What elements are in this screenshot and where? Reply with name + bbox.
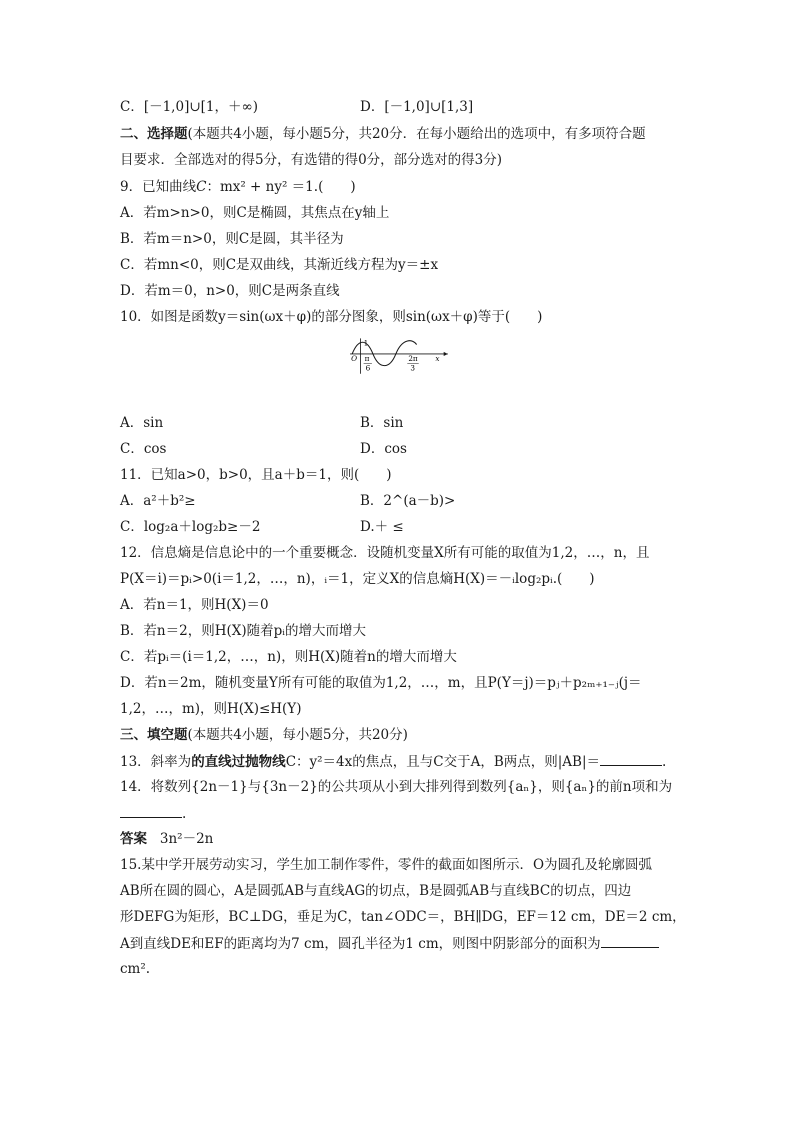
tick-2pi-3-num: 2π: [408, 354, 418, 364]
q9-stem: [120, 177, 356, 197]
q11-option-d: D.＋ ≤: [360, 519, 404, 535]
q15-stem-line-5: cm².: [120, 961, 151, 977]
sine-curve: [352, 338, 416, 366]
q13-text-b: 的直线过抛物线: [191, 754, 286, 770]
q12-stem-line-2: P(X＝i)＝pᵢ>0(i＝1,2，…，n)，ᵢ＝1，定义X的信息熵H(X)＝－ᵢlog₂pᵢ.( ): [120, 571, 595, 587]
tick-2pi-3-den: 3: [410, 363, 416, 373]
q9-option-d: D．若m＝0，n>0，则C是两条直线: [120, 283, 340, 299]
q9-equation: mx² + ny² ＝1.( ): [219, 179, 356, 195]
q8-option-d: D．[－1,0]∪[1,3]: [360, 99, 474, 115]
section-2-title: 二、选择题: [120, 126, 188, 142]
q14-period: .: [182, 806, 187, 822]
tick-pi-6-num: π: [364, 354, 370, 364]
section-3-desc: (本题共4小题，每小题5分，共20分): [187, 727, 408, 743]
q15-line-4-text: A到直线DE和EF的距离均为7 cm，圆孔半径为1 cm，则图中阴影部分的面积为: [120, 936, 601, 952]
q8-option-c: C．[－1,0]∪[1，＋∞): [120, 99, 259, 115]
section-2-desc-cont: 目要求．全部选对的得5分，有选错的得0分，部分选对的得3分): [120, 152, 503, 168]
q11-option-a: A．a²＋b²≥: [120, 493, 196, 509]
origin-label: O: [351, 354, 358, 364]
q10-option-d: D．cos: [360, 441, 407, 457]
q14-stem-line-1: 14．将数列{2n－1}与{3n－2}的公共项从小到大排列得到数列{aₙ}，则{aₙ}的前n项和为: [120, 779, 673, 795]
q11-option-c: C．log₂a＋log₂b≥－2: [120, 519, 261, 535]
y-tick-1: 1: [363, 338, 369, 348]
tick-pi-6-den: 6: [365, 363, 371, 373]
q15-stem-line-3: 形DEFG为矩形，BC⊥DG，垂足为C，tan∠ODC＝，BH∥DG，EF＝12 cm，DE＝2 cm，: [120, 909, 686, 925]
q14-stem-line-2: [120, 803, 186, 824]
q13-period: .: [662, 754, 667, 770]
q11-stem: 11．已知a>0，b>0，且a＋b＝1，则( ): [120, 467, 392, 483]
q9-option-b: B．若m＝n>0，则C是圆，其半径为: [120, 231, 344, 247]
q12-option-d-line-2: 1,2，…，m)，则H(X)≤H(Y): [120, 701, 302, 717]
q15-stem-line-4: [120, 933, 659, 954]
sine-graph-figure: [348, 336, 452, 374]
q9-colon: ：: [206, 179, 220, 195]
section-3-title: 三、填空题: [120, 727, 188, 743]
q11-option-b: B．2^(a－b)>: [360, 493, 456, 509]
q12-stem-line-1: 12．信息熵是信息论中的一个重要概念．设随机变量X所有可能的取值为1,2，…，n，且: [120, 545, 650, 561]
section-3-heading: [120, 725, 408, 745]
q9-option-a: A．若m>n>0，则C是椭圆，其焦点在y轴上: [120, 205, 390, 221]
q12-option-b: B．若n＝2，则H(X)随着pᵢ的增大而增大: [120, 623, 366, 639]
q9-stem-text: 9．已知曲线: [120, 179, 197, 195]
q9-option-c: C．若mn<0，则C是双曲线，其渐近线方程为y＝±x: [120, 257, 439, 273]
x-axis-label: x: [435, 354, 440, 364]
q13-text-c: C：y²＝4x的焦点，且与C交于A，B两点，则|AB|＝: [285, 754, 601, 770]
q10-option-b: B．sin: [360, 415, 404, 431]
q15-stem-line-1: 15.某中学开展劳动实习，学生加工制作零件，零件的截面如图所示．O为圆孔及轮廓圆弧: [120, 857, 653, 873]
answer-value: 3n²－2n: [159, 831, 214, 847]
q13-text-a: 13．斜率为: [120, 754, 192, 770]
q10-stem: 10．如图是函数y＝sin(ωx＋φ)的部分图象，则sin(ωx＋φ)等于( ): [120, 309, 543, 325]
q12-option-d-line-1: D．若n＝2m，随机变量Y所有可能的取值为1,2，…，m，且P(Y＝j)＝pⱼ＋p₂ₘ₊₁₋ⱼ(j＝: [120, 675, 642, 691]
section-2-heading: [120, 124, 646, 144]
q12-option-c: C．若pᵢ＝(i＝1,2，…，n)，则H(X)随着n的增大而增大: [120, 649, 457, 665]
q13-answer-blank[interactable]: [600, 751, 662, 766]
q10-option-c: C．cos: [120, 441, 167, 457]
q12-option-a: A．若n＝1，则H(X)＝0: [120, 597, 269, 613]
q15-stem-line-2: AB所在圆的圆心，A是圆弧AB与直线AG的切点，B是圆弧AB与直线BC的切点，四边: [120, 883, 632, 899]
q14-answer-blank[interactable]: [120, 803, 182, 818]
q15-answer-blank[interactable]: [601, 933, 659, 948]
x-axis-arrow: [444, 352, 448, 356]
q9-curve-c: C: [196, 179, 207, 195]
answer-label: 答案: [120, 831, 147, 847]
q10-option-a: A．sin: [120, 415, 164, 431]
q13-stem: [120, 751, 666, 772]
answer-line: [120, 829, 213, 849]
section-2-desc: (本题共4小题，每小题5分，共20分．在每小题给出的选项中，有多项符合题: [187, 126, 646, 142]
